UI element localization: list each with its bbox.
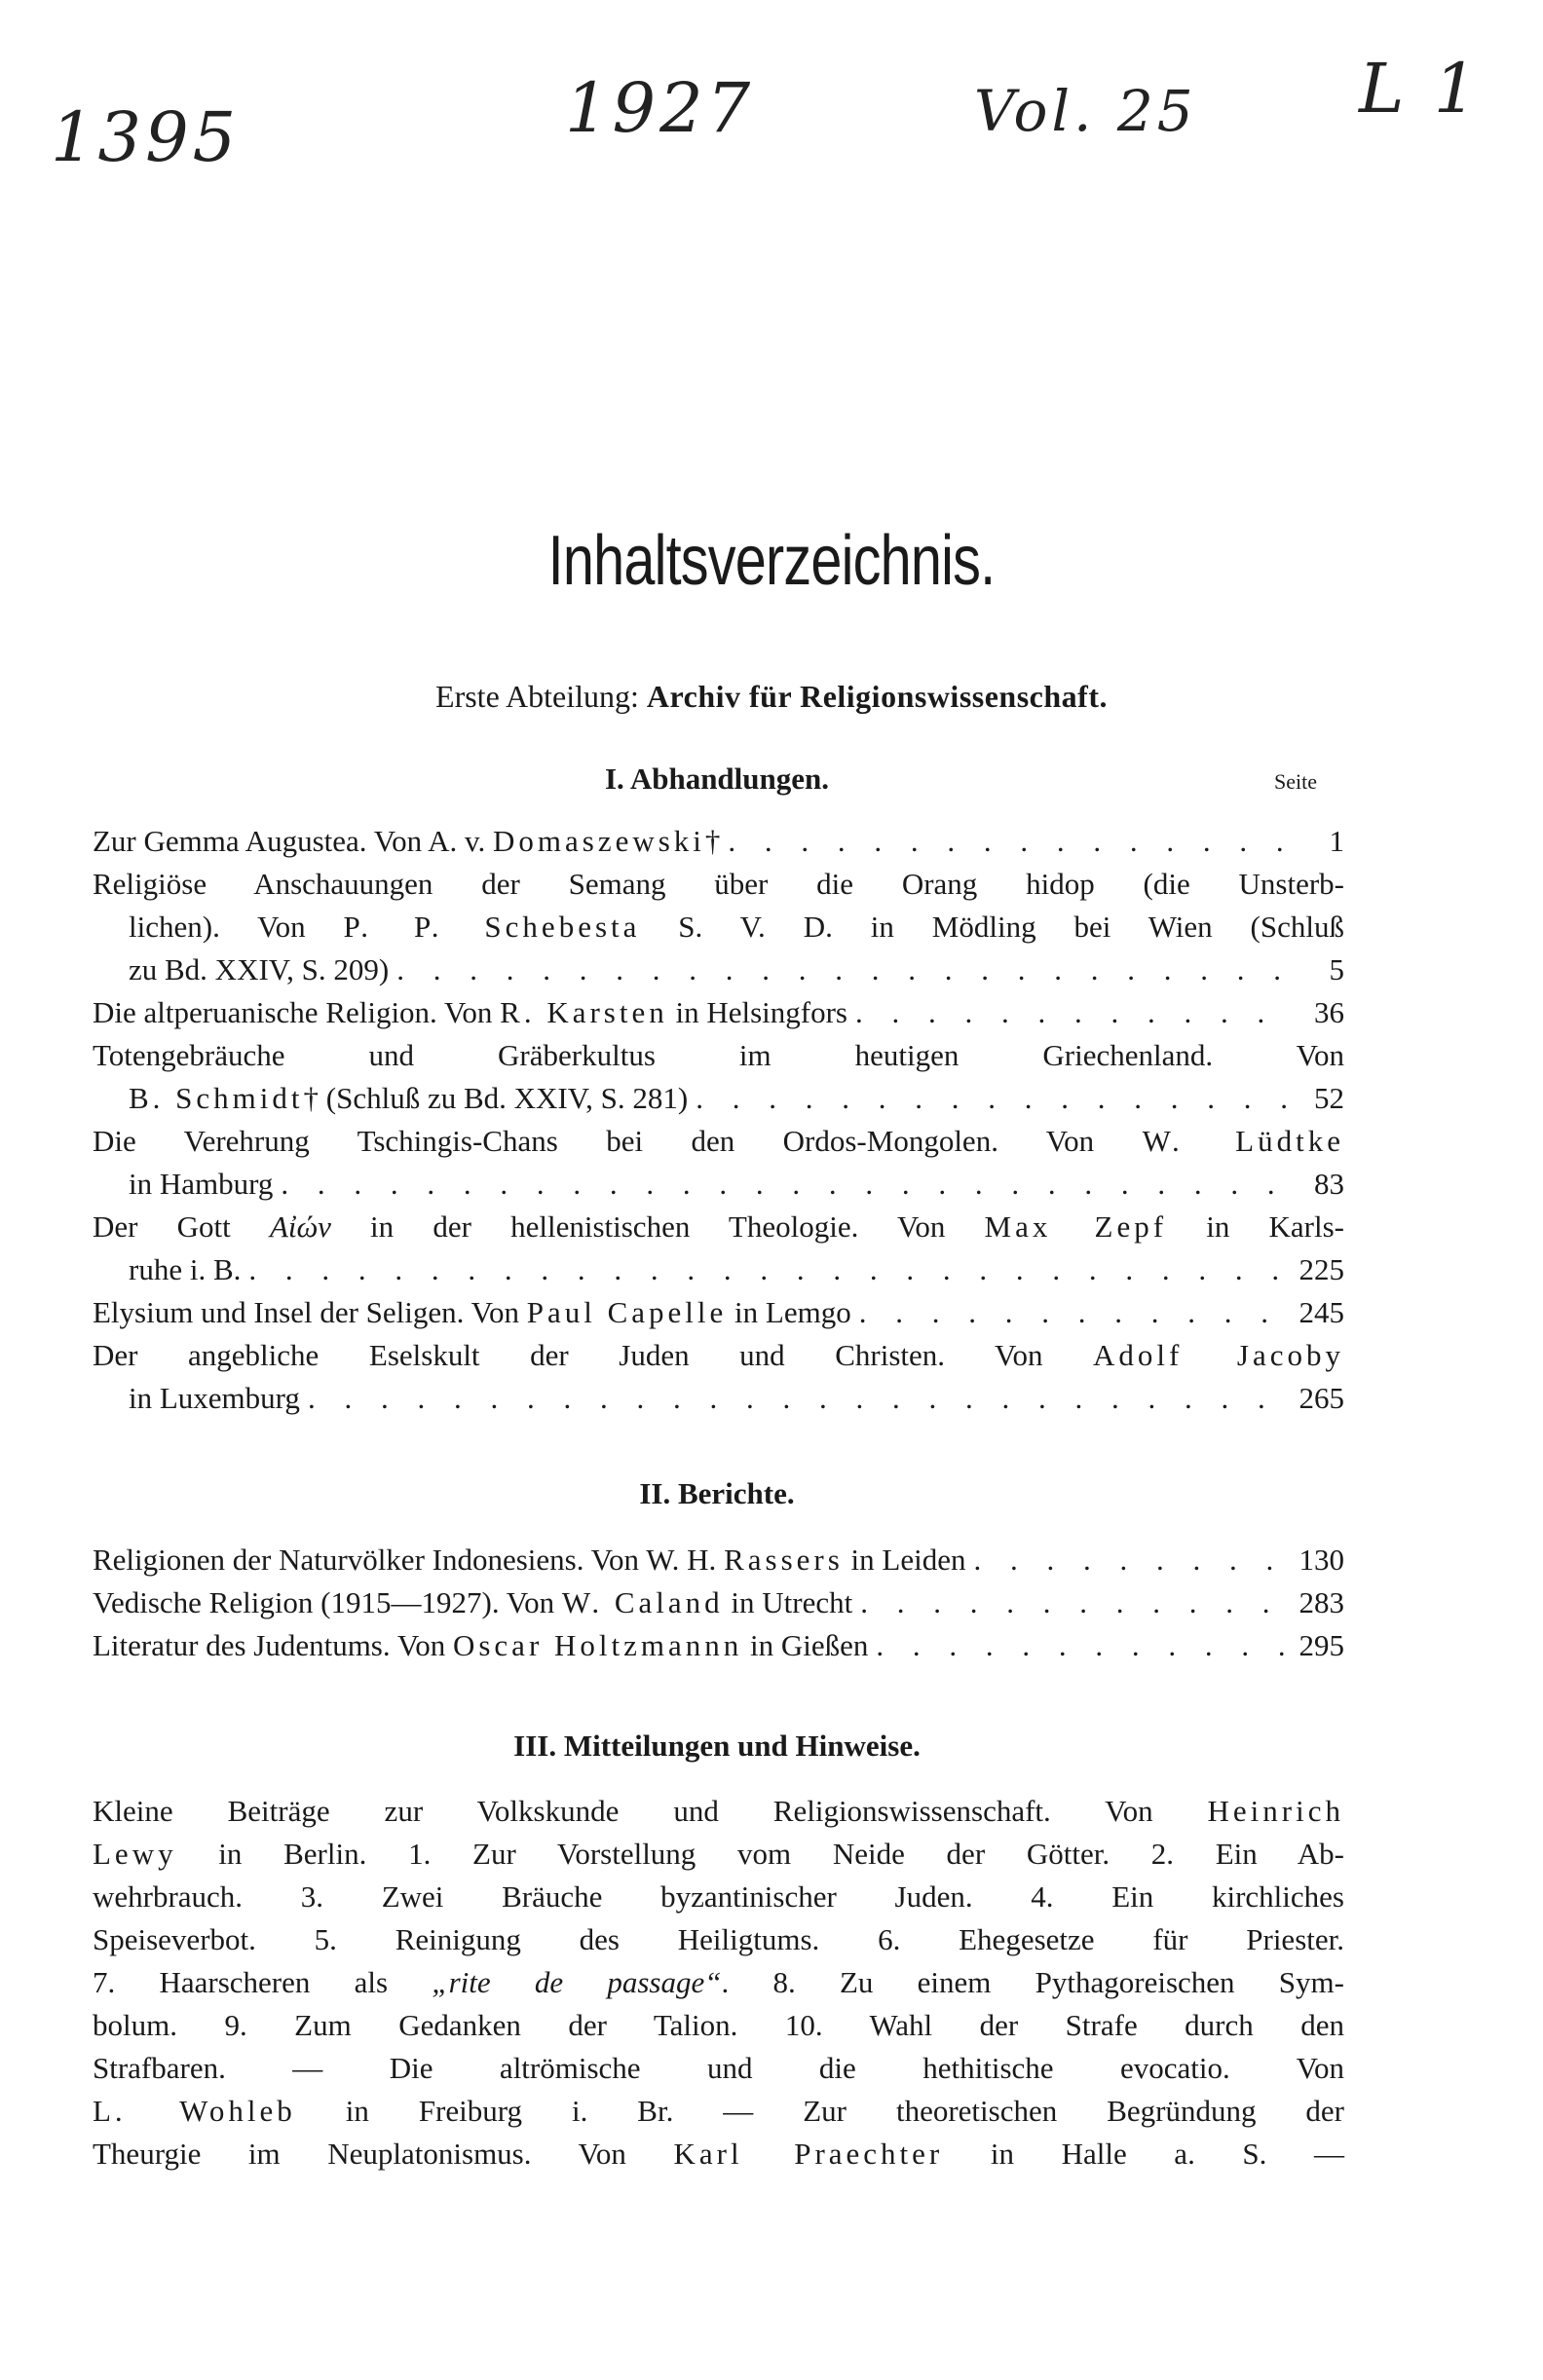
toc-entry-line: ruhe i. B. . . . 225 (129, 1248, 1344, 1291)
toc-entry: Elysium und Insel der Seligen. Von Paul Capelle in Lemgo . . . 245 (93, 1291, 1344, 1334)
page-number: 83 (1314, 1167, 1344, 1201)
paragraph-line: 7. Haarscheren als „rite de passage“. 8. Zu einem Pythagoreischen Sym- (93, 1965, 1344, 1999)
paragraph-line: wehrbrauch. 3. Zwei Bräuche byzantinischer Juden. 4. Ein kirchliches (93, 1879, 1344, 1914)
page-number: 245 (1298, 1295, 1344, 1329)
paragraph-line: Kleine Beiträge zur Volkskunde und Religionswissenschaft. Von Heinrich (93, 1794, 1344, 1828)
page-number: 130 (1298, 1543, 1344, 1577)
handwritten-year-1927: 1927 (565, 68, 755, 148)
page-title: Inhaltsverzeichnis. (547, 522, 996, 600)
toc-entry-line: lichen). Von P. P. Schebesta S. V. D. in Mödling bei Wien (Schluß (129, 910, 1344, 944)
toc-entry-line: Der angebliche Eselskult der Juden und Christen. Von Adolf Jacoby (93, 1338, 1344, 1372)
toc-entry-line: B. Schmidt† (Schluß zu Bd. XXIV, S. 281) . . . 52 (129, 1077, 1344, 1120)
paragraph-line: Speiseverbot. 5. Reinigung des Heiligtums. 6. Ehegesetze für Priester. (93, 1922, 1344, 1956)
toc-entry-line: in Hamburg . . . 83 (129, 1163, 1344, 1206)
toc-entry-line: zu Bd. XXIV, S. 209) . . . 5 (129, 948, 1344, 991)
subtitle: Erste Abteilung: Archiv für Religionswissenschaft. (435, 679, 1108, 714)
page-number: 283 (1298, 1585, 1344, 1619)
page-number: 265 (1298, 1381, 1344, 1415)
page-number: 5 (1329, 952, 1344, 986)
section-heading-abhandlungen: I. Abhandlungen. (604, 762, 830, 796)
paragraph-line: bolum. 9. Zum Gedanken der Talion. 10. Wahl der Strafe durch den (93, 2008, 1344, 2042)
handwritten-number-1395: 1395 (51, 97, 241, 177)
handwritten-volume: Vol. 25 (974, 78, 1197, 144)
toc-entry-line: Der Gott Αἰών in der hellenistischen Theologie. Von Max Zepf in Karls- (93, 1209, 1344, 1244)
paragraph-line: Lewy in Berlin. 1. Zur Vorstellung vom Neide der Götter. 2. Ein Ab- (93, 1837, 1344, 1871)
toc-entry-line: Religiöse Anschauungen der Semang über die Orang hidop (die Unsterb- (93, 867, 1344, 901)
paragraph-line: Theurgie im Neuplatonismus. Von Karl Praechter in Halle a. S. — (93, 2137, 1345, 2171)
toc-entry: Die altperuanische Religion. Von R. Karsten in Helsingfors . . . 36 (93, 991, 1344, 1034)
section-heading-berichte: II. Berichte. (639, 1476, 795, 1510)
paragraph-line: Strafbaren. — Die altrömische und die hethitische evocatio. Von (93, 2051, 1344, 2085)
paragraph-line: L. Wohleb in Freiburg i. Br. — Zur theoretischen Begründung der (93, 2094, 1345, 2128)
toc-entry-line: in Luxemburg . . . 265 (129, 1377, 1344, 1420)
toc-entry: Vedische Religion (1915—1927). Von W. Caland in Utrecht . . . 283 (93, 1581, 1344, 1624)
toc-entry: Literatur des Judentums. Von Oscar Holtzmannn in Gießen . . . 295 (93, 1624, 1344, 1667)
toc-entry-line: Totengebräuche und Gräberkultus im heutigen Griechenland. Von (93, 1038, 1344, 1072)
page-number: 225 (1298, 1252, 1344, 1286)
toc-entry-line: Die Verehrung Tschingis-Chans bei den Ordos-Mongolen. Von W. Lüdtke (93, 1124, 1344, 1158)
page-column-label: Seite (1274, 769, 1317, 794)
section-heading-mitteilungen: III. Mitteilungen und Hinweise. (513, 1729, 921, 1763)
page-number: 36 (1314, 995, 1344, 1029)
handwritten-mark: L 1 (1359, 49, 1482, 129)
page-number: 1 (1329, 824, 1344, 858)
page-number: 52 (1314, 1081, 1344, 1115)
page-number: 295 (1298, 1628, 1344, 1662)
toc-entry: Religionen der Naturvölker Indonesiens. Von W. H. Rassers in Leiden . . . 130 (93, 1539, 1344, 1581)
toc-entry: Zur Gemma Augustea. Von A. v. Domaszewski† . . . 1 (93, 820, 1344, 863)
